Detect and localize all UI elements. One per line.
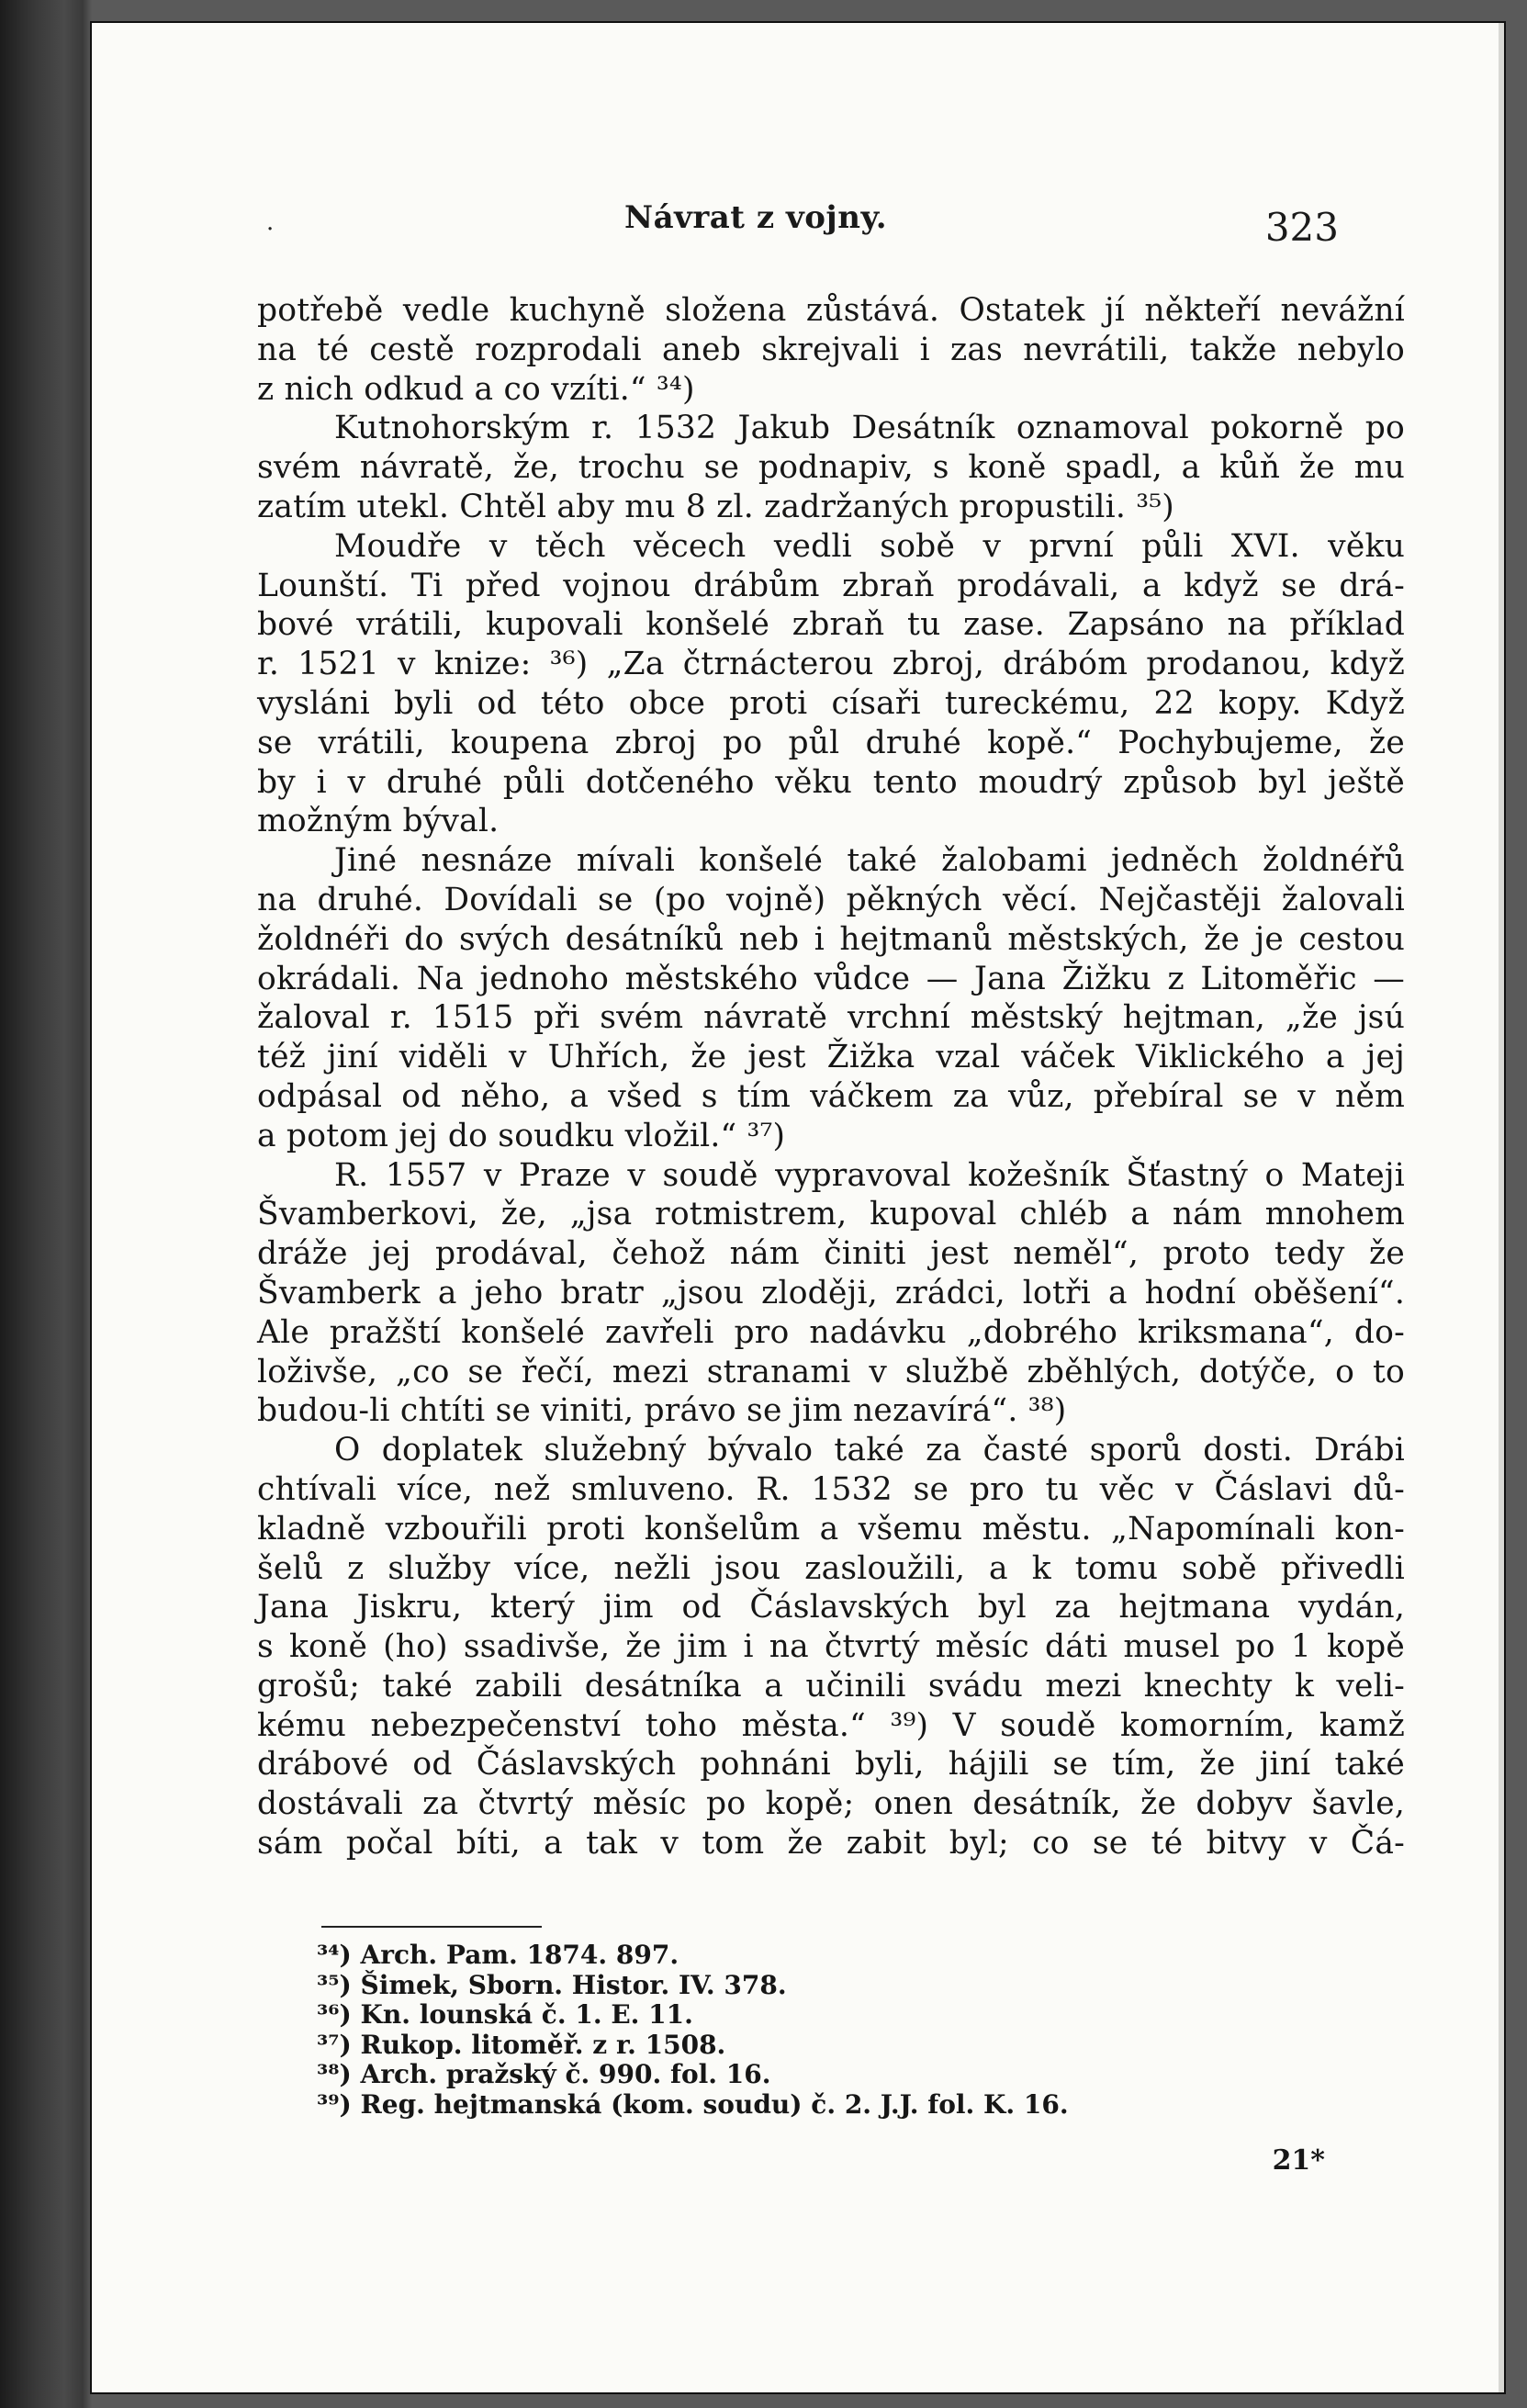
running-title: Návrat z vojny. — [624, 199, 888, 236]
page-number: 323 — [1264, 205, 1339, 250]
body-line: Švamberk a jeho bratr „jsou zloději, zrádci, lotři a hodní oběšení“. — [257, 1274, 1405, 1311]
body-line: Jiné nesnáze mívali konšelé také žalobami jedněch žoldnéřů — [334, 842, 1405, 880]
body-line: R. 1557 v Praze v soudě vypravoval kožešník Šťastný o Mateji — [334, 1156, 1405, 1194]
body-line: Kutnohorským r. 1532 Jakub Desátník oznamoval pokorně po — [334, 410, 1405, 447]
body-line: okrádali. Na jednoho městského vůdce — Jana Žižku z Litoměřic — — [257, 960, 1405, 997]
body-line: chtívali více, než smluveno. R. 1532 se pro tu věc v Čáslavi dů- — [257, 1470, 1405, 1508]
footnote: ³⁷) Rukop. litoměř. z r. 1508. — [317, 2029, 726, 2060]
footnote: ³⁴) Arch. Pam. 1874. 897. — [317, 1940, 679, 1970]
body-line: kému nebezpečenství toho města.“ ³⁹) V soudě komorním, kamž — [257, 1706, 1405, 1744]
body-line: O doplatek služebný bývalo také za časté sporů dosti. Drábi — [334, 1432, 1405, 1469]
body-line: dostávali za čtvrtý měsíc po kopě; onen desátník, že dobyv šavle, — [257, 1785, 1405, 1823]
footnote: ³⁶) Kn. lounská č. 1. E. 11. — [317, 1999, 693, 2030]
body-line: na té cestě rozprodali aneb skrejvali i zas nevrátili, takže nebylo — [257, 331, 1405, 368]
footnotes — [317, 1941, 1143, 2120]
body-line: Švamberkovi, že, „jsa rotmistrem, kupoval chléb a nám mnohem — [257, 1196, 1405, 1233]
body-text — [257, 291, 1405, 1863]
body-line: se vrátili, koupena zbroj po půl druhé kopě.“ Pochybujeme, že — [257, 724, 1405, 761]
page-edge — [1499, 23, 1504, 2392]
body-line: Jana Jiskru, který jim od Čáslavských byl za hejtmana vydán, — [257, 1589, 1405, 1626]
footnote-rule — [321, 1926, 542, 1928]
body-line: dráže jej prodával, čehož nám činiti jest neměl“, proto tedy že — [257, 1235, 1405, 1273]
body-line: vysláni byli od této obce proti císaři tureckému, 22 kopy. Když — [257, 684, 1405, 722]
body-line: šelů z služby více, nežli jsou zasloužili, a k tomu sobě přivedli — [257, 1549, 1405, 1587]
footnote: ³⁵) Šimek, Sborn. Histor. IV. 378. — [317, 1969, 787, 2000]
body-line: svém návratě, že, trochu se podnapiv, s koně spadl, a kůň že mu — [257, 449, 1405, 487]
body-line: loživše, „co se řečí, mezi stranami v službě zběhlých, dotýče, o to — [257, 1353, 1405, 1390]
body-line: z nich odkud a co vzíti.“ ³⁴) — [257, 370, 695, 408]
footnote: ³⁸) Arch. pražský č. 990. fol. 16. — [317, 2059, 771, 2089]
body-line: s koně (ho) ssadivše, že jim i na čtvrtý měsíc dáti musel po 1 kopě — [257, 1628, 1405, 1666]
body-line: sám počal bíti, a tak v tom že zabit byl; co se té bitvy v Čá- — [257, 1825, 1405, 1862]
signature-mark: 21* — [1272, 2144, 1325, 2177]
body-line: grošů; také zabili desátníka a učinili svádu mezi knechty k veli- — [257, 1667, 1405, 1705]
body-line: Lounští. Ti před vojnou drábům zbraň prodávali, a když se drá- — [257, 567, 1405, 604]
body-line: žoldnéři do svých desátníků neb i hejtmanů městských, že je cestou — [257, 920, 1405, 958]
body-line: by i v druhé půli dotčeného věku tento moudrý způsob byl ještě — [257, 763, 1405, 801]
body-line: Moudře v těch věcech vedli sobě v první půli XVI. věku — [334, 527, 1405, 565]
body-line: budou-li chtíti se viniti, právo se jim nezavírá“. ³⁸) — [257, 1392, 1067, 1430]
body-line: drábové od Čáslavských pohnáni byli, hájili se tím, že jiní také — [257, 1746, 1405, 1783]
body-line: a potom jej do soudku vložil.“ ³⁷) — [257, 1117, 786, 1154]
body-line: zatím utekl. Chtěl aby mu 8 zl. zadržaných propustili. ³⁵) — [257, 488, 1174, 525]
body-line: r. 1521 v knize: ³⁶) „Za čtrnácterou zbroj, drábóm prodanou, když — [257, 646, 1405, 683]
body-line: na druhé. Dovídali se (po vojně) pěkných věcí. Nejčastěji žalovali — [257, 881, 1405, 918]
body-line: bové vrátili, kupovali konšelé zbraň tu zase. Zapsáno na příklad — [257, 606, 1405, 644]
body-line: možným býval. — [257, 803, 500, 840]
body-line: kladně vzbouřili proti konšelům a všemu městu. „Napomínali kon- — [257, 1510, 1405, 1547]
body-line: potřebě vedle kuchyně složena zůstává. Ostatek jí někteří nevážní — [257, 292, 1405, 329]
footnote: ³⁹) Reg. hejtmanská (kom. soudu) č. 2. J.J. fol. K. 16. — [317, 2088, 1069, 2120]
body-line: odpásal od něho, a všed s tím váčkem za vůz, přebíral se v něm — [257, 1077, 1405, 1115]
header-dot: · — [266, 216, 275, 243]
body-line: též jiní viděli v Uhřích, že jest Žižka vzal váček Viklického a jej — [257, 1039, 1405, 1076]
book-page — [92, 23, 1504, 2392]
body-line: Ale pražští konšelé zavřeli pro nadávku „dobrého kriksmana“, do- — [257, 1313, 1405, 1351]
body-line: žaloval r. 1515 při svém návratě vrchní městský hejtman, „že jsú — [257, 999, 1405, 1037]
